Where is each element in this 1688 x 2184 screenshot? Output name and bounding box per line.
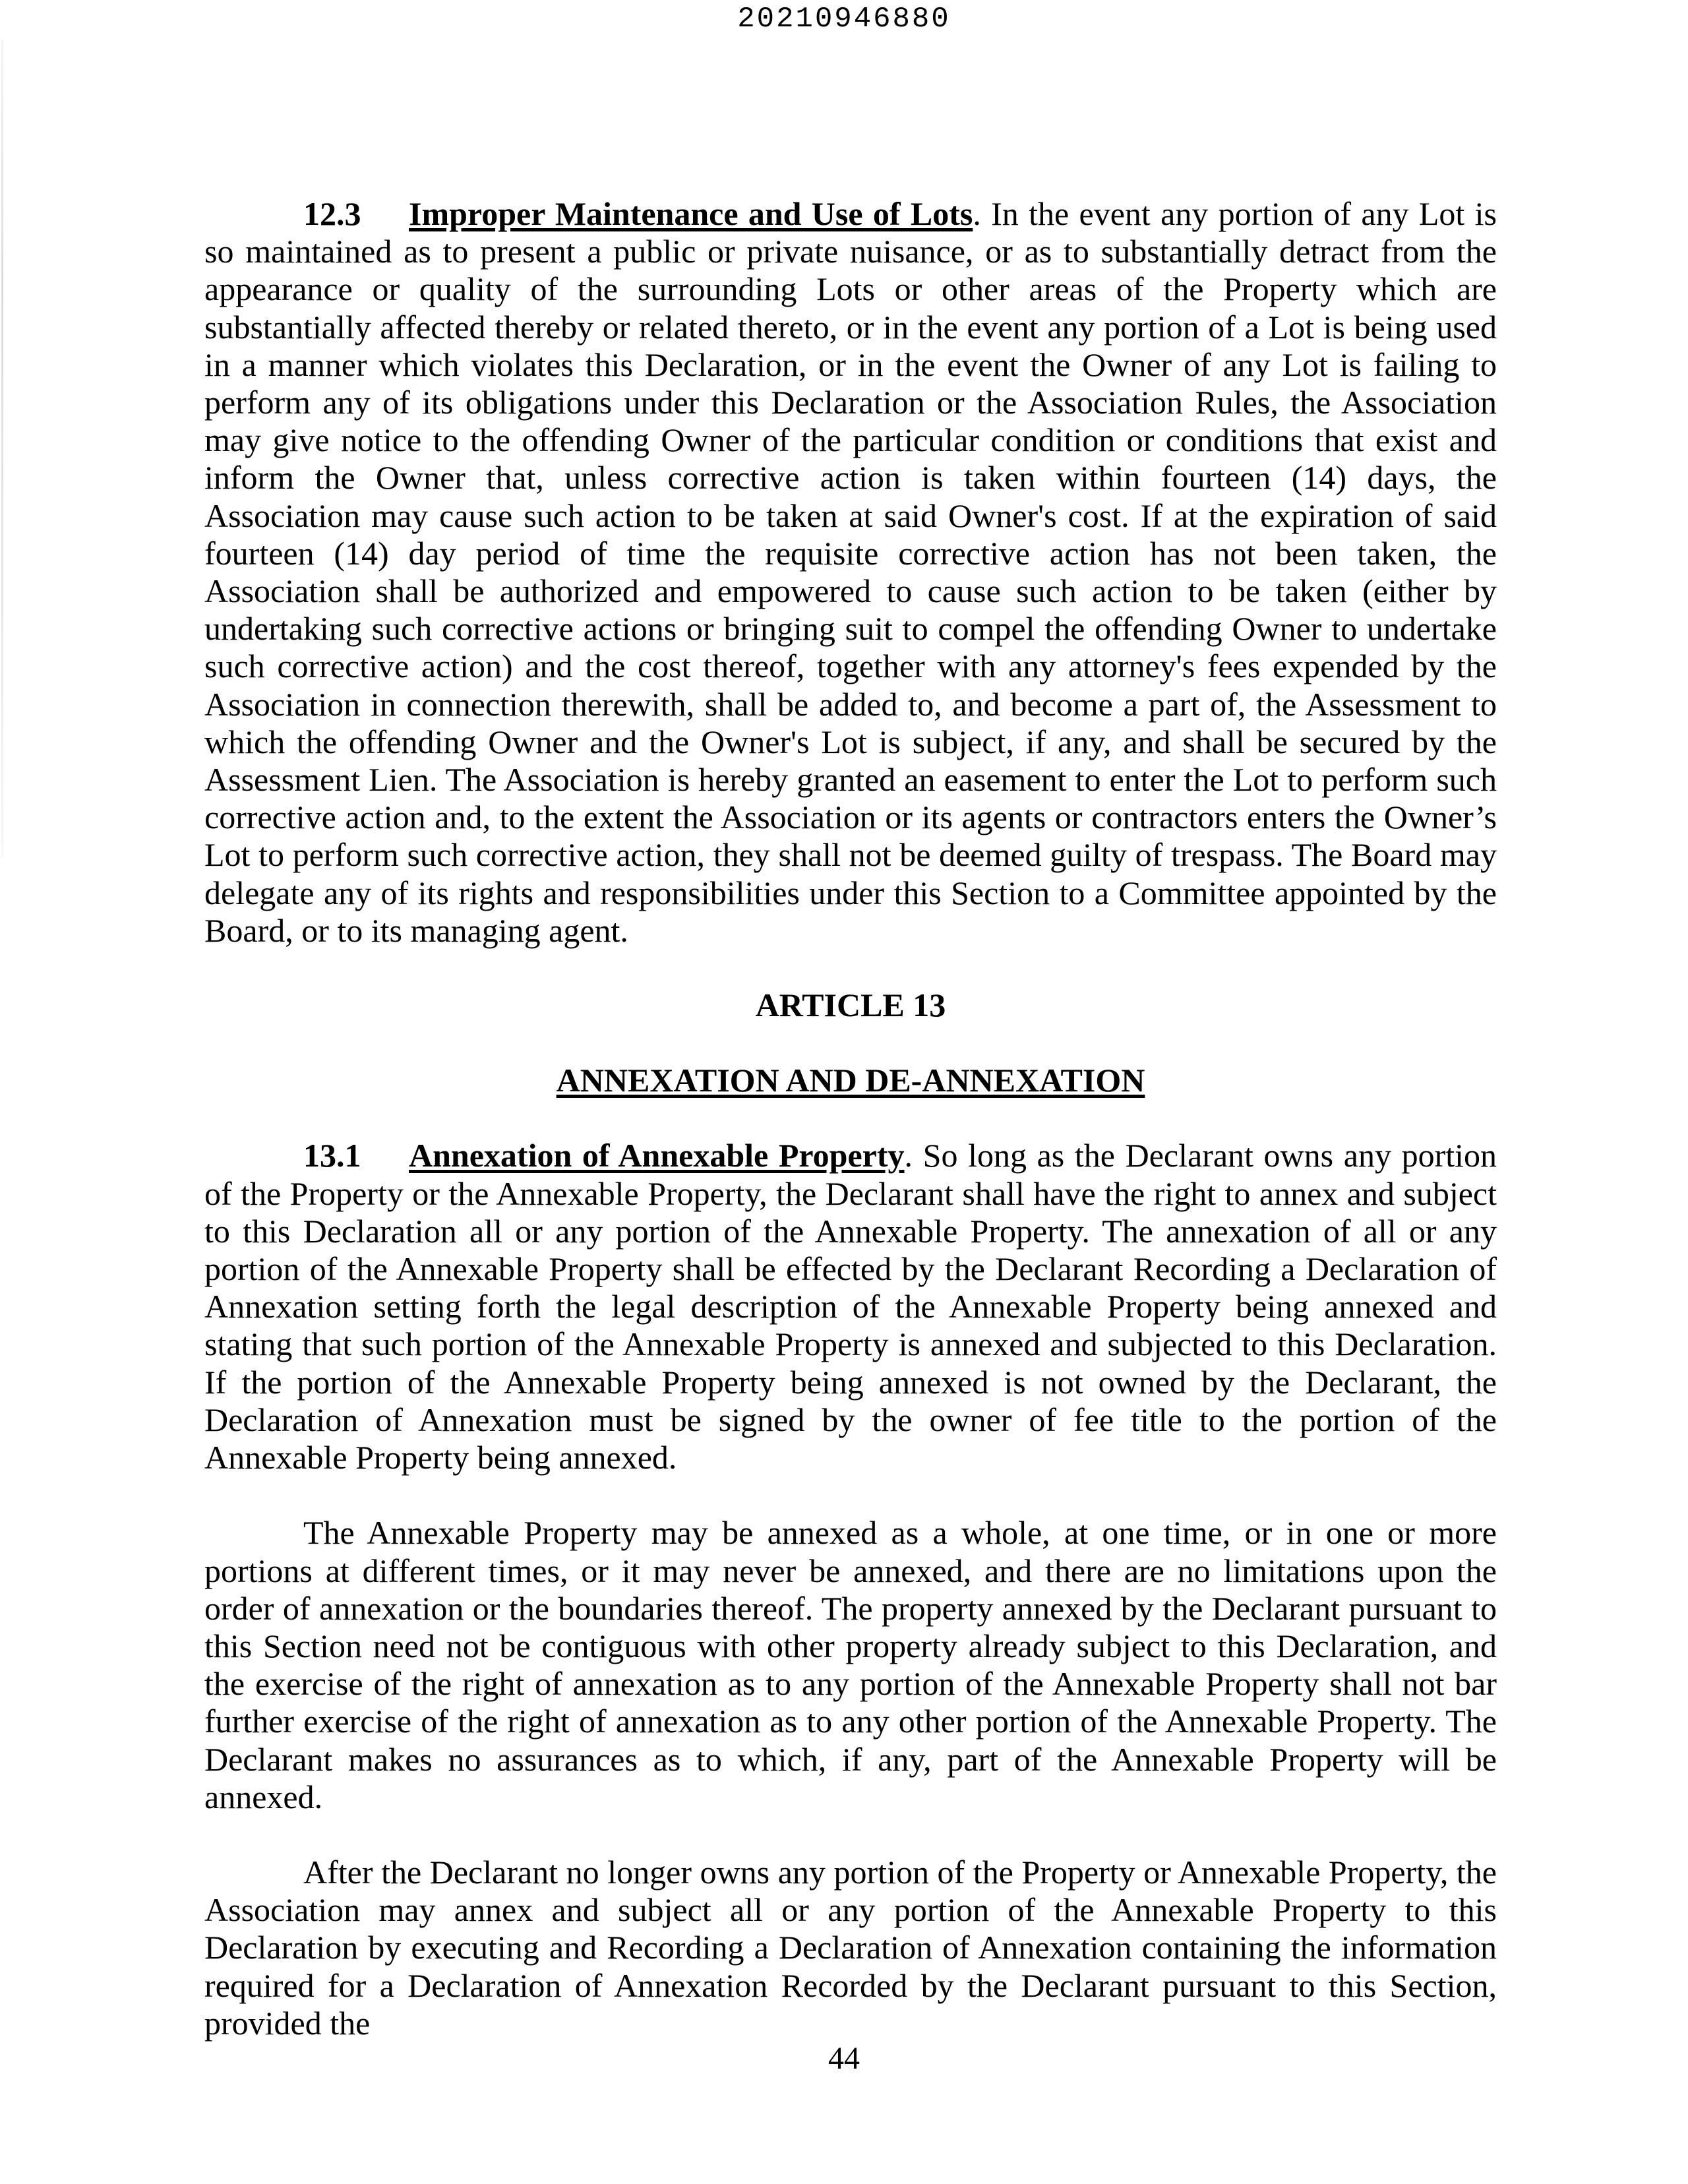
annexation-timing-paragraph: The Annexable Property may be annexed as a whole, at one time, or in one or more portions at different times, or it may never be annexed, and there are no limitations upon the order of annexation or the boundaries thereof. The property annexed by the Declarant pursuant to this Section need not be contiguous with other property already subject to this Declaration, and the exercise of the right of annexation as to any portion of the Annexable Property shall not bar further exercise of the right of annexation as to any other portion of the Annexable Property. The Declarant makes no assurances as to which, if any, part of the Annexable Property will be annexed. bbox=[204, 1514, 1497, 1815]
scan-edge-artifact bbox=[1, 40, 3, 857]
association-annexation-paragraph: After the Declarant no longer owns any portion of the Property or Annexable Property, the Association may annex and subject all or any portion of the Annexable Property to this Declaration by executing and Recording a Declaration of Annexation containing the information required for a Declaration of Annexation Recorded by the Declarant pursuant to this Section, provided the bbox=[204, 1853, 1497, 2042]
section-13-1-number: 13.1 bbox=[303, 1137, 361, 1174]
article-subheading: ANNEXATION AND DE-ANNEXATION bbox=[556, 1062, 1145, 1099]
article-heading: ARTICLE 13 bbox=[755, 986, 946, 1024]
page-number: 44 bbox=[828, 2041, 860, 2076]
section-12-3-paragraph bbox=[204, 195, 1497, 950]
section-12-3-number: 12.3 bbox=[303, 195, 361, 232]
section-13-1-text: . So long as the Declarant owns any portion of the Property or the Annexable Property, the Declarant shall have the right to annex and subject to this Declaration all or any portion of the Annexable Property. The annexation of all or any portion of the Annexable Property shall be effected by the Declarant Recording a Declaration of Annexation setting forth the legal description of the Annexable Property being annexed and stating that such portion of the Annexable Property is annexed and subjected to this Declaration. If the portion of the Annexable Property being annexed is not owned by the Declarant, the Declaration of Annexation must be signed by the owner of fee title to the portion of the Annexable Property being annexed. bbox=[204, 1137, 1497, 1476]
section-12-3-title: Improper Maintenance and Use of Lots bbox=[409, 195, 973, 232]
section-13-1-title: Annexation of Annexable Property bbox=[409, 1137, 905, 1174]
document-body bbox=[204, 195, 1497, 2042]
section-12-3-text: . In the event any portion of any Lot is so maintained as to present a public or private nuisance, or as to substantially detract from the appearance or quality of the surrounding Lots or other areas of the Property which are substantially affected thereby or related thereto, or in the event any portion of a Lot is being used in a manner which violates this Declaration, or in the event the Owner of any Lot is failing to perform any of its obligations under this Declaration or the Association Rules, the Association may give notice to the offending Owner of the particular condition or conditions that exist and inform the Owner that, unless corrective action is taken within fourteen (14) days, the Association may cause such action to be taken at said Owner's cost. If at the expiration of said fourteen (14) day period of time the requisite corrective action has not been taken, the Association shall be authorized and empowered to cause such action to be taken (either by undertaking such corrective actions or bringing suit to compel the offending Owner to undertake such corrective action) and the cost thereof, together with any attorney's fees expended by the Association in connection therewith, shall be added to, and become a part of, the Assessment to which the offending Owner and the Owner's Lot is subject, if any, and shall be secured by the Assessment Lien. The Association is hereby granted an easement to enter the Lot to perform such corrective action and, to the extent the Association or its agents or contractors enters the Owner’s Lot to perform such corrective action, they shall not be deemed guilty of trespass. The Board may delegate any of its rights and responsibilities under this Section to a Committee appointed by the Board, or to its managing agent. bbox=[204, 195, 1497, 949]
recording-number: 20210946880 bbox=[737, 3, 951, 36]
section-13-1-paragraph bbox=[204, 1137, 1497, 1476]
